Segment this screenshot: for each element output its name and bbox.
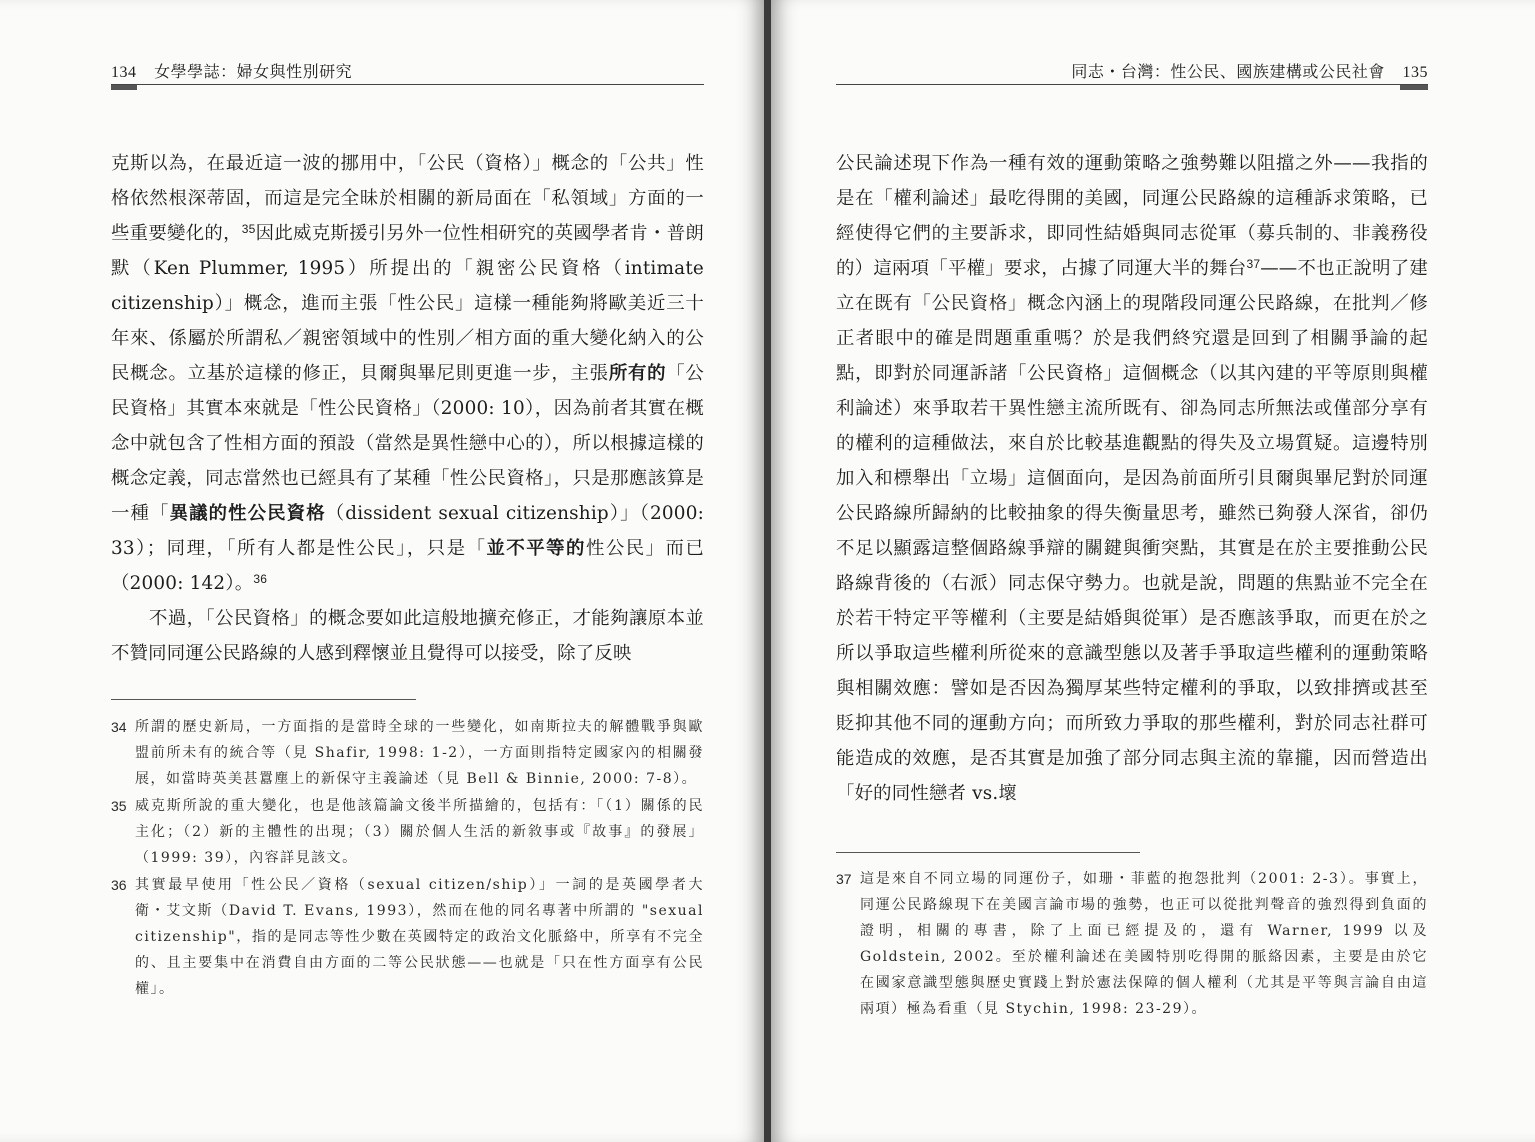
left-footnotes xyxy=(111,714,704,1003)
left-header-rule xyxy=(111,84,704,85)
right-header-mark xyxy=(1400,85,1428,90)
right-page xyxy=(771,0,1535,1142)
footnote-ref-37: 37 xyxy=(1246,257,1261,271)
right-paragraph-1: 公民論述現下作為一種有效的運動策略之強勢難以阻擋之外——我指的是在「權利論述」最吃得開的美國，同運公民路線的這種訴求策略，已經使得它們的主要訴求，即同性結婚與同志從軍（募兵制的、非義務役的）這兩項「平權」要求，占據了同運大半的舞台$^{37}$——不也正說明了建立在既有「公民資格」概念內涵上的現階段同運公民路線，在批判／修正者眼中的確是問題重重嗎？於是我們終究還是回到了相關爭論的起點，即對於同運訴諸「公民資格」這個概念（以其內建的平等原則與權利論述）來爭取若干異性戀主流所既有、卻為同志所無法或僅部分享有的權利的這種做法，來自於比較基進觀點的得失及立場質疑。這邊特別加入和標舉出「立場」這個面向，是因為前面所引貝爾與畢尼對於同運公民路線所歸納的比較抽象的得失衡量思考，雖然已夠發人深省，卻仍不足以顯露這整個路線爭辯的關鍵與衝突點，其實是在於主要推動公民路線背後的（右派）同志保守勢力。也就是說，問題的焦點並不完全在於若干特定平等權利（主要是結婚與從軍）是否應該爭取，而更在於之所以爭取這些權利所從來的意識型態以及著手爭取這些權利的運動策略與相關效應：譬如是否因為獨厚某些特定權利的爭取，以致排擠或甚至貶抑其他不同的運動方向；而所致力爭取的那些權利，對於同志社群可能造成的效應，是否其實是加強了部分同志與主流的靠攏，因而營造出「好的同性戀者 vs.壞 xyxy=(836,153,1428,804)
left-paragraph-1: 克斯以為，在最近這一波的挪用中，「公民（資格）」概念的「公共」性格依然根深蒂固，而這是完全昧於相關的新局面在「私領域」方面的一些重要變化的，$^{35}$因此威克斯援引另外一位性相研究的英國學者肯・普朗默（Ken Plummer, 1995）所提出的「親密公民資格（intimate citizenship）」概念，進而主張「性公民」這樣一種能夠將歐美近三十年來、係屬於所謂私／親密領域中的性別／相方面的重大變化納入的公民概念。立基於這樣的修正，貝爾與畢尼則更進一步，主張所有的「公民資格」其實本來就是「性公民資格」（2000: 10），因為前者其實在概念中就包含了性相方面的預設（當然是異性戀中心的），所以根據這樣的概念定義，同志當然也已經具有了某種「性公民資格」，只是那應該算是一種「異議的性公民資格（dissident sexual citizenship）」（2000: 33）；同理，「所有人都是性公民」，只是「並不平等的性公民」而已（2000: 142）。$^{36}$ xyxy=(111,153,705,594)
right-header-rule xyxy=(836,84,1428,85)
footnote-35: 35 威克斯所說的重大變化，也是他該篇論文後半所描繪的，包括有：「（1）關係的民主化；（2）新的主體性的出現；（3）關於個人生活的新敘事或『故事』的發展」（1999: 39），內容詳見該文。 xyxy=(111,798,704,866)
left-journal-title: 女學學誌：婦女與性別研究 xyxy=(154,62,353,81)
emphasis-dissident: 異議的性公民資格 xyxy=(169,503,326,524)
footnote-ref-36: 36 xyxy=(253,572,268,586)
right-body-text xyxy=(836,146,1428,811)
right-running-title: 同志・台灣：性公民、國族建構或公民社會 xyxy=(1071,62,1385,81)
right-footnotes xyxy=(836,866,1428,1023)
emphasis-suoyou: 所有的 xyxy=(608,363,667,384)
left-page xyxy=(0,0,764,1142)
right-page-header xyxy=(1071,60,1428,85)
left-paragraph-2: 不過，「公民資格」的概念要如此這般地擴充修正，才能夠讓原本並不贊同同運公民路線的人感到釋懷並且覺得可以接受，除了反映 xyxy=(111,608,704,664)
right-footnote-rule xyxy=(836,852,1140,853)
left-page-number: 134 xyxy=(111,64,137,81)
footnote-34: 34 所謂的歷史新局，一方面指的是當時全球的一些變化，如南斯拉夫的解體戰爭與歐盟前所未有的統合等（見 Shafir, 1998: 1-2），一方面則指特定國家內的相關發展，如當時英美甚囂塵上的新保守主義論述（見 Bell & Binnie, 2000: 7-8）。 xyxy=(111,719,704,787)
footnote-ref-35: 35 xyxy=(241,222,256,236)
right-page-number: 135 xyxy=(1402,64,1428,81)
left-footnote-rule xyxy=(111,699,416,700)
footnote-36: 36 其實最早使用「性公民／資格（sexual citizen/ship）」一詞的是英國學者大衛・艾文斯（David T. Evans, 1993），然而在他的同名專著中所謂的 "sexual citizenship"，指的是同志等性少數在英國特定的政治文化脈絡中，所享有不完全的、且主要集中在消費自由方面的二等公民狀態——也就是「只在性方面享有公民權」。 xyxy=(111,877,704,997)
left-body-text xyxy=(111,146,704,671)
left-page-header xyxy=(111,60,352,85)
footnote-37: 37 這是來自不同立場的同運份子，如珊・菲藍的抱怨批判（2001: 2-3）。事實上，同運公民路線現下在美國言論市場的強勢，也正可以從批判聲音的強烈得到負面的證明，相關的專書，除了上面已經提及的，還有 Warner, 1999 以及 Goldstein, 2002。至於權利論述在美國特別吃得開的脈絡因素，主要是由於它在國家意識型態與歷史實踐上對於憲法保障的個人權利（尤其是平等與言論自由這兩項）極為看重（見 Stychin, 1998: 23-29）。 xyxy=(836,871,1428,1017)
emphasis-unequal: 並不平等的 xyxy=(486,538,586,559)
left-header-mark xyxy=(111,85,137,90)
